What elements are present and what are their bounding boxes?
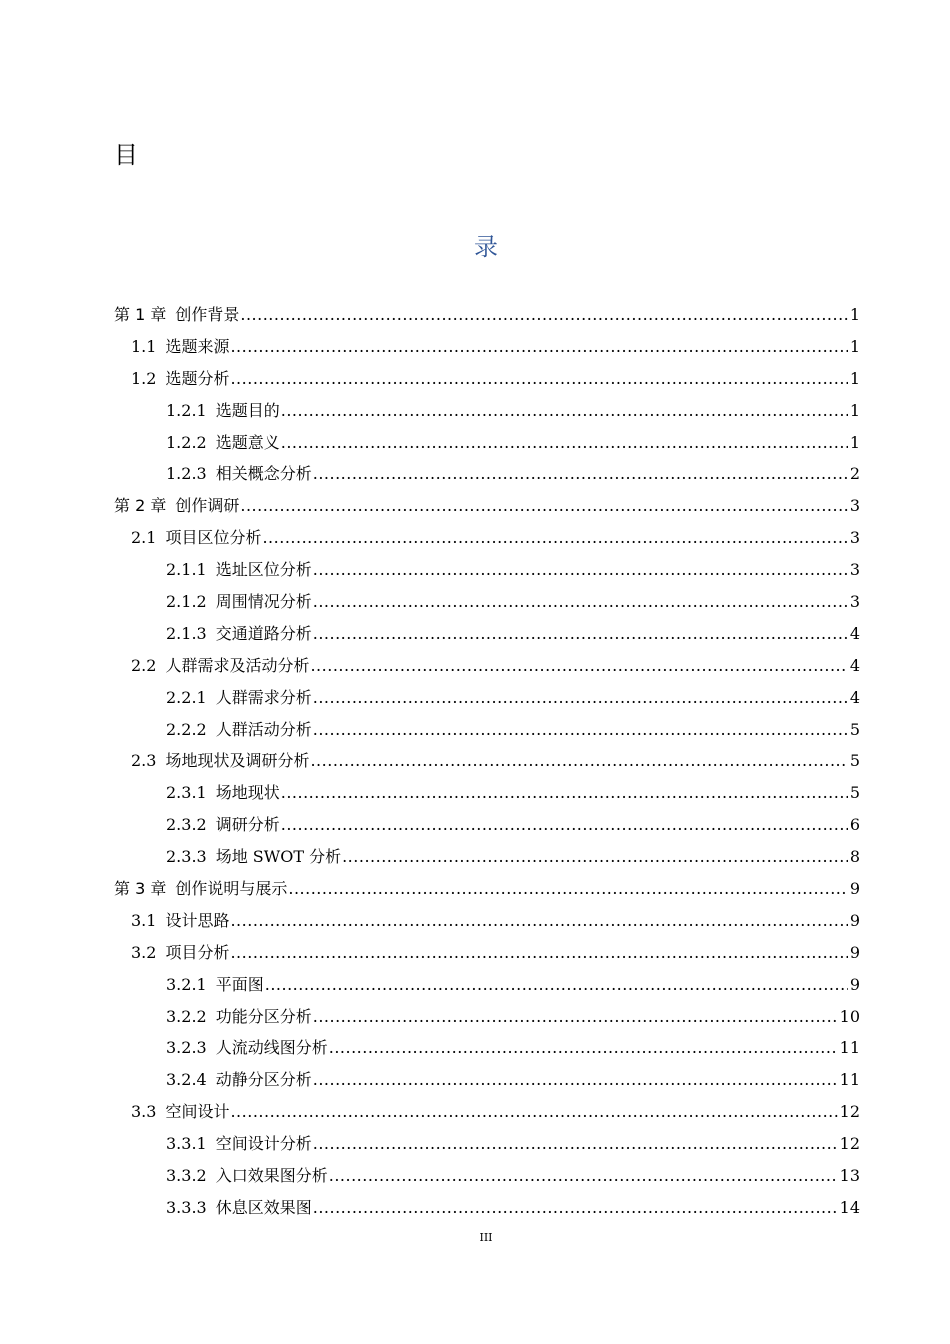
toc-entry-title: 场地现状及调研分析: [165, 751, 310, 771]
toc-entry-title: 人群活动分析: [215, 719, 312, 739]
toc-entry-title: 项目分析: [165, 942, 230, 962]
toc-entry[interactable]: [114, 841, 860, 873]
toc-entry[interactable]: [114, 1160, 860, 1192]
toc-dot-leader: [342, 841, 848, 873]
toc-entry[interactable]: [114, 490, 860, 522]
toc-entry-page: 5: [849, 719, 860, 739]
toc-entry-title: 入口效果图分析: [215, 1166, 328, 1186]
toc-entry-title: 交通道路分析: [215, 623, 312, 643]
toc-dot-leader: [281, 395, 848, 427]
toc-dot-leader: [281, 777, 848, 809]
toc-dot-leader: [265, 969, 848, 1001]
toc-entry-title: 空间设计: [165, 1102, 230, 1122]
toc-entry-title: 创作调研: [175, 496, 240, 516]
toc-entry-page: 1: [849, 432, 860, 452]
toc-entry[interactable]: [114, 618, 860, 650]
toc-dot-leader: [281, 427, 848, 459]
toc-dot-leader: [313, 1001, 838, 1033]
toc-entry[interactable]: [114, 427, 860, 459]
toc-entry-number: 2.3: [131, 751, 157, 771]
toc-entry-title: 项目区位分析: [165, 528, 262, 548]
toc-dot-leader: [310, 650, 847, 682]
toc-entry-title: 创作说明与展示: [175, 879, 288, 899]
toc-entry[interactable]: [114, 937, 860, 969]
toc-entry[interactable]: [114, 1128, 860, 1160]
toc-entry-page: 1: [849, 336, 860, 356]
toc-entry[interactable]: [114, 1064, 860, 1096]
toc-entry-title: 周围情况分析: [215, 592, 312, 612]
toc-entry-title: 设计思路: [165, 910, 230, 930]
toc-entry-title: 选题分析: [165, 368, 230, 388]
toc-entry-title: 功能分区分析: [215, 1006, 312, 1026]
toc-entry-title: 场地 SWOT 分析: [215, 847, 342, 867]
toc-dot-leader: [240, 299, 847, 331]
toc-entry[interactable]: [114, 1032, 860, 1064]
toc-entry-page: 11: [839, 1070, 860, 1090]
toc-entry[interactable]: [114, 586, 860, 618]
toc-entry-page: 1: [849, 305, 860, 324]
toc-entry[interactable]: [114, 299, 860, 331]
toc-entry-title: 选题来源: [165, 336, 230, 356]
toc-entry-number: 第 3 章: [114, 879, 167, 899]
toc-entry[interactable]: [114, 363, 860, 395]
toc-dot-leader: [313, 458, 848, 490]
toc-entry-title: 场地现状: [215, 783, 280, 803]
toc-entry-number: 第 2 章: [114, 496, 167, 516]
toc-entry-page: 9: [849, 910, 860, 930]
toc-entry-title: 选题意义: [215, 432, 280, 452]
toc-entry-page: 2: [849, 464, 860, 484]
toc-entry[interactable]: [114, 682, 860, 714]
toc-entry-number: 3.2: [131, 942, 157, 962]
toc-entry[interactable]: [114, 458, 860, 490]
toc-dot-leader: [230, 905, 847, 937]
toc-entry-page: 1: [849, 368, 860, 388]
toc-entry-page: 4: [849, 623, 860, 643]
toc-entry-page: 3: [849, 528, 860, 548]
toc-entry-title: 相关概念分析: [215, 464, 312, 484]
toc-entry-title: 选址区位分析: [215, 560, 312, 580]
toc-entry-page: 9: [849, 974, 860, 994]
toc-dot-leader: [313, 618, 848, 650]
toc-entry-title: 人群需求分析: [215, 687, 312, 707]
toc-dot-leader: [329, 1160, 838, 1192]
toc-dot-leader: [310, 745, 847, 777]
toc-dot-leader: [313, 1192, 838, 1224]
page-number: III: [479, 1231, 493, 1244]
toc-entry[interactable]: [114, 554, 860, 586]
toc-dot-leader: [230, 363, 847, 395]
toc-entry-number: 2.3.2: [166, 815, 207, 835]
toc-entry[interactable]: [114, 395, 860, 427]
toc-entry[interactable]: [114, 331, 860, 363]
toc-entry-page: 10: [839, 1006, 860, 1026]
toc-entry-number: 1.2.3: [166, 464, 207, 484]
toc-entry[interactable]: [114, 1096, 860, 1128]
toc-entry-page: 13: [839, 1166, 860, 1186]
toc-entry[interactable]: [114, 1192, 860, 1224]
toc-entry[interactable]: [114, 969, 860, 1001]
toc-entry-number: 3.3.2: [166, 1166, 207, 1186]
toc-entry-title: 人群需求及活动分析: [165, 655, 310, 675]
toc-entry-number: 第 1 章: [114, 305, 167, 324]
toc-entry[interactable]: [114, 905, 860, 937]
toc-entry[interactable]: [114, 650, 860, 682]
toc-entry-page: 3: [849, 496, 860, 516]
toc-dot-leader: [313, 554, 848, 586]
toc-entry[interactable]: [114, 809, 860, 841]
toc-entry-title: 动静分区分析: [215, 1070, 312, 1090]
toc-entry[interactable]: [114, 522, 860, 554]
toc-entry[interactable]: [114, 714, 860, 746]
toc-entry[interactable]: [114, 1001, 860, 1033]
toc-entry-page: 14: [839, 1197, 860, 1217]
toc-entry-page: 5: [849, 783, 860, 803]
toc-dot-leader: [230, 331, 847, 363]
toc-dot-leader: [288, 873, 847, 905]
toc-entry-number: 2.2.1: [166, 687, 207, 707]
toc-entry-title: 休息区效果图: [215, 1197, 312, 1217]
toc-entry-page: 1: [849, 400, 860, 420]
toc-entry-title: 选题目的: [215, 400, 280, 420]
toc-dot-leader: [281, 809, 848, 841]
toc-entry-number: 2.1.2: [166, 592, 207, 612]
toc-entry-number: 3.1: [131, 910, 157, 930]
toc-entry-number: 1.2.2: [166, 432, 207, 452]
toc-entry-title: 平面图: [215, 974, 264, 994]
toc-entry-number: 3.3: [131, 1102, 157, 1122]
toc-entry-page: 3: [849, 560, 860, 580]
toc-entry-number: 1.1: [131, 336, 157, 356]
toc-entry-page: 4: [849, 655, 860, 675]
toc-entry[interactable]: [114, 745, 860, 777]
toc-dot-leader: [313, 682, 848, 714]
toc-entry-page: 11: [839, 1038, 860, 1058]
toc-entry-number: 2.1.1: [166, 560, 207, 580]
toc-entry-page: 6: [849, 815, 860, 835]
toc-entry-number: 3.2.1: [166, 974, 207, 994]
toc-entry-title: 创作背景: [175, 305, 240, 324]
toc-entry-number: 2.2.2: [166, 719, 207, 739]
toc-entry-page: 9: [849, 879, 860, 899]
toc-dot-leader: [313, 1064, 838, 1096]
toc-title-part-2: 录: [474, 233, 498, 261]
toc-entry-page: 12: [839, 1134, 860, 1154]
toc-dot-leader: [240, 490, 847, 522]
toc-title-part-1: 目: [114, 141, 138, 169]
toc-entry-number: 2.1.3: [166, 623, 207, 643]
toc-dot-leader: [313, 586, 848, 618]
toc-entry[interactable]: [114, 873, 860, 905]
toc-entry-number: 3.2.2: [166, 1006, 207, 1026]
toc-entry-page: 8: [849, 847, 860, 867]
toc-entry-number: 2.3.3: [166, 847, 207, 867]
toc-entry-page: 9: [849, 942, 860, 962]
toc-dot-leader: [313, 1128, 838, 1160]
toc-entry-number: 3.3.3: [166, 1197, 207, 1217]
toc-entry-page: 5: [849, 751, 860, 771]
toc-dot-leader: [262, 522, 847, 554]
toc-entry-page: 4: [849, 687, 860, 707]
toc-entry-number: 2.2: [131, 655, 157, 675]
toc-dot-leader: [329, 1032, 838, 1064]
toc-entry-number: 3.2.4: [166, 1070, 207, 1090]
toc-entry-number: 2.1: [131, 528, 157, 548]
toc-entry-title: 空间设计分析: [215, 1134, 312, 1154]
toc-entry-number: 1.2: [131, 368, 157, 388]
toc-entry-page: 3: [849, 592, 860, 612]
table-of-contents: [114, 299, 860, 1224]
toc-dot-leader: [230, 1096, 837, 1128]
toc-dot-leader: [313, 714, 848, 746]
toc-entry-title: 调研分析: [215, 815, 280, 835]
toc-dot-leader: [230, 937, 847, 969]
toc-entry-number: 3.2.3: [166, 1038, 207, 1058]
toc-entry-title: 人流动线图分析: [215, 1038, 328, 1058]
toc-entry-number: 1.2.1: [166, 400, 207, 420]
toc-entry-number: 2.3.1: [166, 783, 207, 803]
toc-entry-page: 12: [839, 1102, 860, 1122]
toc-entry[interactable]: [114, 777, 860, 809]
toc-entry-number: 3.3.1: [166, 1134, 207, 1154]
